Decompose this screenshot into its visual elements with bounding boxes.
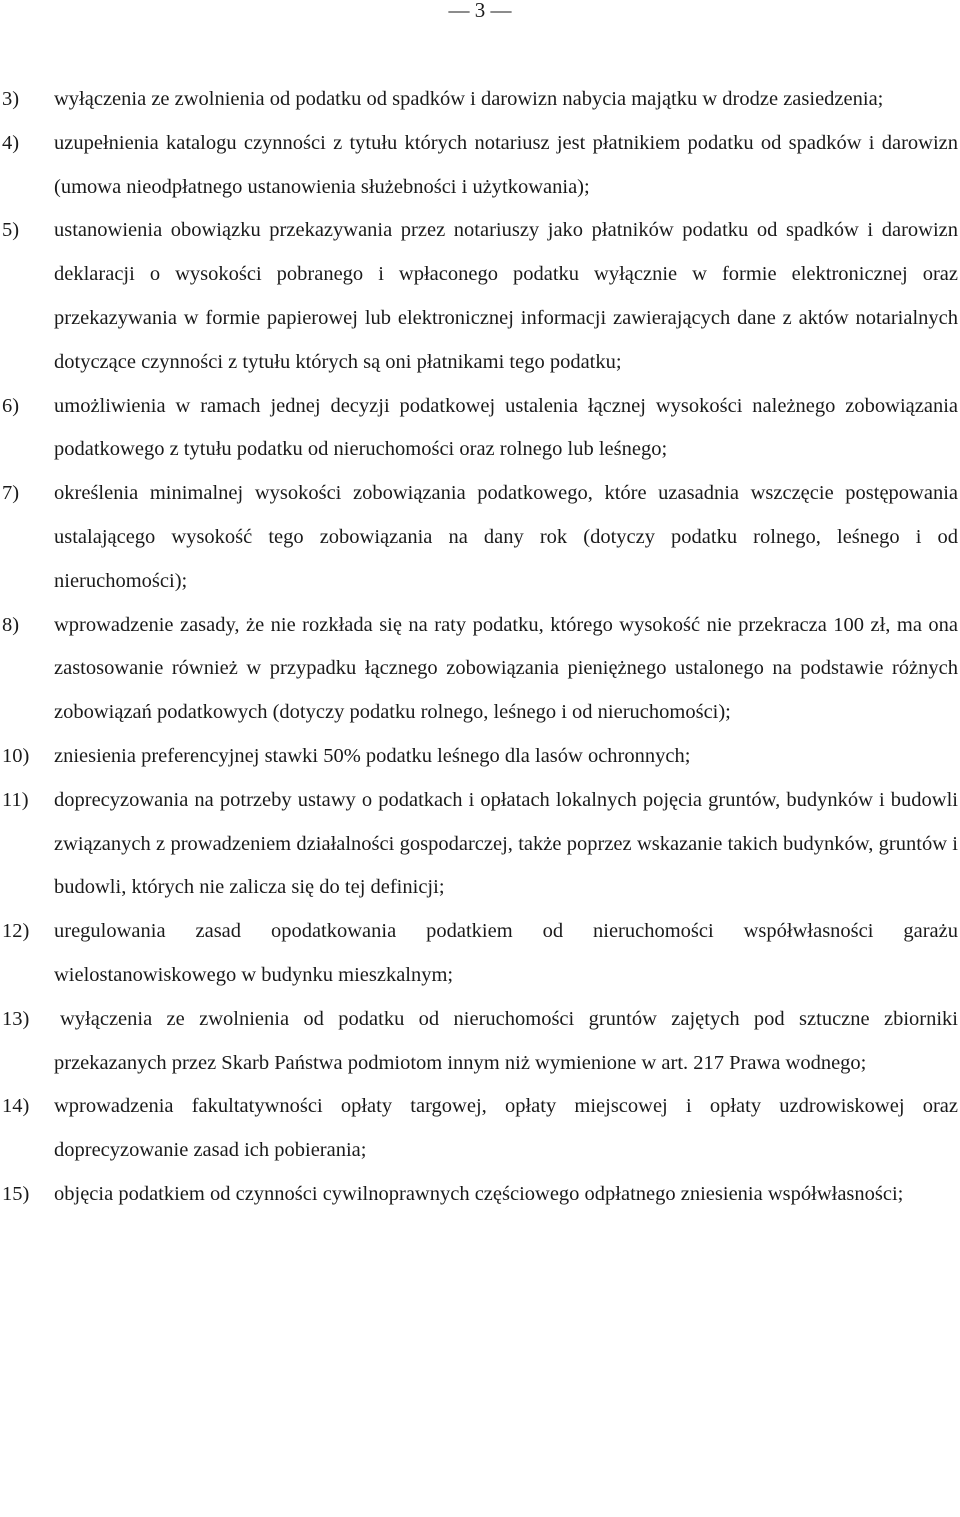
list-item-number: 3) — [2, 88, 20, 110]
list-item — [0, 604, 960, 735]
list-item-number: 4) — [2, 131, 20, 154]
list-item-number: 11) — [2, 788, 29, 811]
list-item-number: 13) — [2, 1007, 30, 1030]
list-item-number: 10) — [2, 744, 30, 767]
list-item-number: 7) — [2, 482, 20, 505]
list-item — [0, 122, 960, 210]
list-item-text: wyłączenia ze zwolnienia od podatku od nieruchomości gruntów zajętych pod sztuczne zbiorniki przekazanych przez Skarb Państwa podmiotom innym niż wymienione w art. 217 Prawa wodnego; — [54, 1007, 958, 1074]
list-item — [0, 385, 960, 473]
list-item-number: 14) — [2, 1095, 30, 1118]
list-item-text: uregulowania zasad opodatkowania podatkiem od nieruchomości współwłasności garażu wielostanowiskowego w budynku mieszkalnym; — [54, 920, 958, 986]
list-item-number: 5) — [2, 219, 20, 242]
list-item-text: doprecyzowania na potrzeby ustawy o podatkach i opłatach lokalnych pojęcia gruntów, budynków i budowli związanych z prowadzeniem działalności gospodarczej, także poprzez wskazanie takich budynków, gruntów i budowli, których nie zalicza się do tej definicji; — [54, 788, 958, 899]
list-item — [0, 472, 960, 603]
list-item-number: 15) — [2, 1182, 30, 1205]
list-item-text: umożliwienia w ramach jednej decyzji podatkowej ustalenia łącznej wysokości należnego zobowiązania podatkowego z tytułu podatku od nieruchomości oraz rolnego lub leśnego; — [54, 394, 958, 461]
list-item-text: wprowadzenia fakultatywności opłaty targowej, opłaty miejscowej i opłaty uzdrowiskowej oraz doprecyzowanie zasad ich pobierania; — [54, 1095, 958, 1162]
list-item — [0, 735, 960, 779]
list-item-text: określenia minimalnej wysokości zobowiązania podatkowego, które uzasadnia wszczęcie postępowania ustalającego wysokość tego zobowiązania na dany rok (dotyczy podatku rolnego, leśnego i od nieruchomości); — [54, 482, 958, 592]
page-number-dash-left: — — [448, 0, 475, 22]
list-item-text: wyłączenia ze zwolnienia od podatku od spadków i darowizn nabycia majątku w drodze zasiedzenia; — [54, 88, 884, 110]
list-item-number: 6) — [2, 394, 20, 417]
list-item — [0, 1085, 960, 1173]
page-number-dash-right: — — [485, 0, 512, 22]
page-number-value: 3 — [474, 0, 486, 22]
list-item — [0, 78, 960, 122]
list-item-number: 12) — [2, 920, 30, 943]
list-item — [0, 209, 960, 384]
list-item — [0, 1173, 960, 1217]
list-item-text: uzupełnienia katalogu czynności z tytułu których notariusz jest płatnikiem podatku od spadków i darowizn (umowa nieodpłatnego ustanowienia służebności i użytkowania); — [54, 131, 958, 198]
list-item-text: ustanowienia obowiązku przekazywania przez notariuszy jako płatników podatku od spadków i darowizn deklaracji o wysokości pobranego i wpłaconego podatku wyłącznie w formie elektronicznej oraz przekazywania w formie papierowej lub elektronicznej informacji zawierających dane z aktów notarialnych dotyczące czynności z tytułu których są oni płatnikami tego podatku; — [54, 219, 958, 373]
list-item-text: wprowadzenie zasady, że nie rozkłada się na raty podatku, którego wysokość nie przekracza 100 zł, ma ona zastosowanie również w przypadku łącznego zobowiązania pieniężnego ustalonego na podstawie różnych zobowiązań podatkowych (dotyczy podatku rolnego, leśnego i od nieruchomości); — [54, 613, 958, 724]
list-item — [0, 779, 960, 910]
list-item — [0, 998, 960, 1086]
list-item-number: 8) — [2, 613, 20, 636]
page-number — [0, 0, 960, 24]
list-item-text: zniesienia preferencyjnej stawki 50% podatku leśnego dla lasów ochronnych; — [54, 744, 691, 767]
list-item-text: objęcia podatkiem od czynności cywilnoprawnych częściowego odpłatnego zniesienia współwłasności; — [54, 1182, 904, 1205]
list-item — [0, 910, 960, 998]
legislation-list — [0, 78, 960, 1217]
